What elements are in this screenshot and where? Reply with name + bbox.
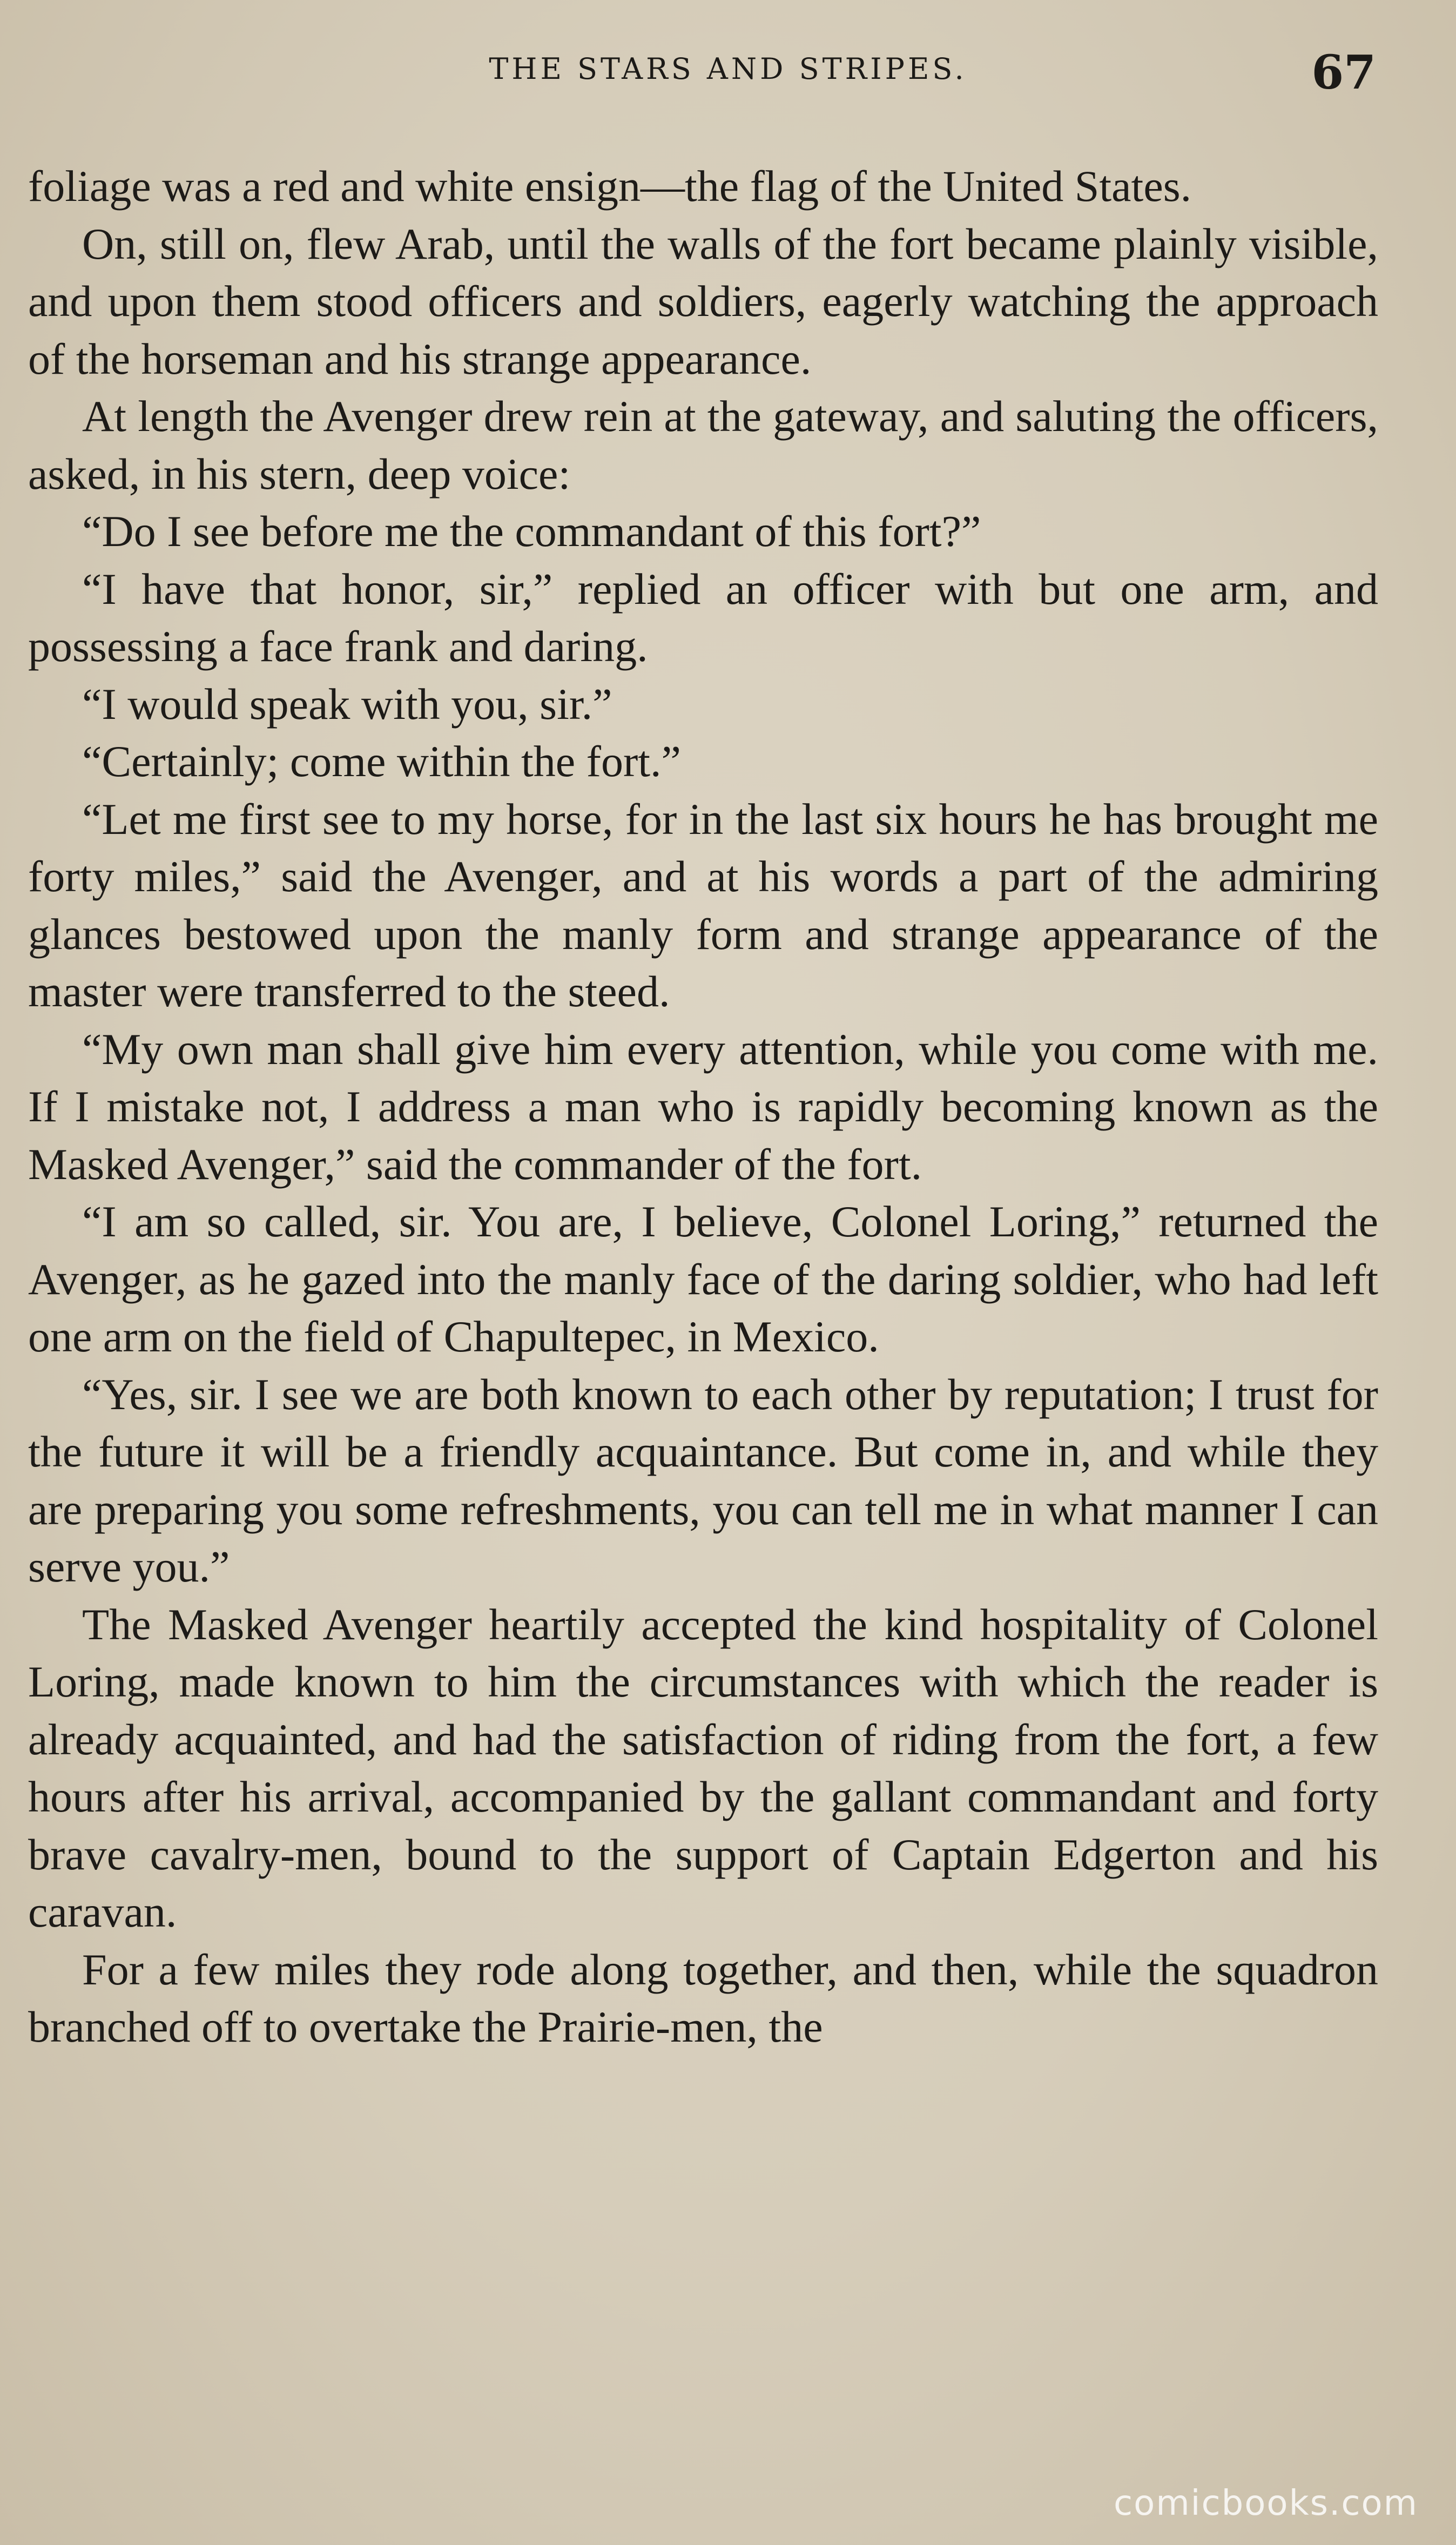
paragraph: “My own man shall give him every attention, while you come with me. If I mistake not, I address a man who is rapidly becoming known as the Masked Avenger,” said the commander of the fort. — [28, 1024, 1378, 1189]
paragraph: On, still on, flew Arab, until the walls of the fort became plainly visible, and upon them stood officers and soldiers, eagerly watching the approach of the horseman and his strange appearance. — [28, 219, 1378, 383]
paragraph: “Yes, sir. I see we are both known to each other by reputation; I trust for the future it will be a friendly acquaintance. But come in, and while they are preparing you some refreshments, you can tell me in what manner I can serve you.” — [28, 1369, 1378, 1591]
paragraph: “I have that honor, sir,” replied an officer with but one arm, and possessing a face frank and daring. — [28, 564, 1378, 671]
paragraph: “Certainly; come within the fort.” — [82, 737, 681, 786]
page-number: 67 — [1311, 45, 1376, 100]
paragraph: The Masked Avenger heartily accepted the kind hospitality of Colonel Loring, made known to him the circumstances with which the reader is already acquainted, and had the satisfaction of riding from the fort, a few hours after his arrival, accompanied by the gallant commandant and forty brave cavalry-men, bound to the support of Captain Edgerton and his caravan. — [28, 1599, 1378, 1936]
page-header — [0, 45, 1456, 113]
paragraph: “I would speak with you, sir.” — [82, 679, 612, 729]
paragraph: “I am so called, sir. You are, I believe, Colonel Loring,” returned the Avenger, as he gazed into the manly face of the daring soldier, who had left one arm on the field of Chapultepec, in Mexico. — [28, 1197, 1378, 1361]
body-text — [28, 158, 1378, 2056]
watermark: comicbooks.com — [1113, 2483, 1418, 2523]
paragraph: “Do I see before me the commandant of this fort?” — [82, 507, 981, 556]
paragraph: “Let me first see to my horse, for in the last six hours he has brought me forty miles,” said the Avenger, and at his words a part of the admiring glances bestowed upon the manly form and strange appearance of the master were transferred to the steed. — [28, 794, 1378, 1016]
paragraph: For a few miles they rode along together, and then, while the squadron branched off to overtake the Prairie-men, the — [28, 1944, 1378, 2051]
paragraph: foliage was a red and white ensign—the flag of the United States. — [28, 161, 1192, 211]
running-head: THE STARS AND STRIPES. — [489, 52, 967, 86]
paragraph: At length the Avenger drew rein at the gateway, and saluting the officers, asked, in his stern, deep voice: — [28, 392, 1378, 499]
